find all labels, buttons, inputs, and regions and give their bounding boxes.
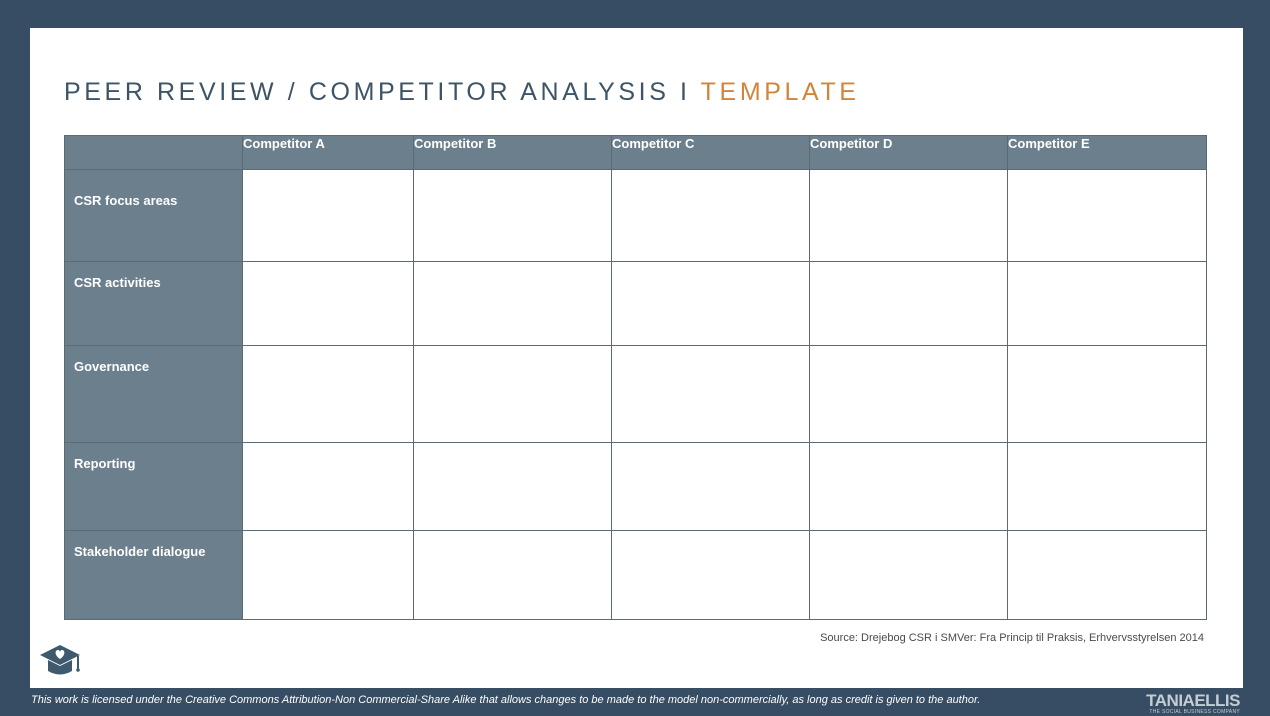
table-cell[interactable] bbox=[414, 531, 612, 620]
table-cell[interactable] bbox=[414, 443, 612, 531]
table-header-row bbox=[65, 136, 1207, 170]
row-header-governance: Governance bbox=[65, 346, 243, 443]
brand-tagline: THE SOCIAL BUSINESS COMPANY bbox=[1149, 709, 1240, 715]
table-cell[interactable] bbox=[243, 262, 414, 346]
competitor-table bbox=[64, 135, 1207, 620]
table-cell[interactable] bbox=[243, 531, 414, 620]
table-cell[interactable] bbox=[810, 262, 1008, 346]
table-row bbox=[65, 443, 1207, 531]
column-header-competitor-b: Competitor B bbox=[414, 136, 612, 170]
table-cell[interactable] bbox=[1008, 443, 1207, 531]
table-cell[interactable] bbox=[414, 170, 612, 262]
table-cell[interactable] bbox=[1008, 170, 1207, 262]
slide bbox=[30, 28, 1243, 688]
table-cell[interactable] bbox=[810, 170, 1008, 262]
brand-name: TANIAELLIS bbox=[1146, 691, 1240, 710]
row-header-csr-focus-areas: CSR focus areas bbox=[65, 170, 243, 262]
table-cell[interactable] bbox=[810, 346, 1008, 443]
table-cell[interactable] bbox=[810, 531, 1008, 620]
graduation-cap-heart-icon bbox=[38, 642, 82, 682]
table-cell[interactable] bbox=[612, 346, 810, 443]
table-cell[interactable] bbox=[243, 443, 414, 531]
column-header-competitor-d: Competitor D bbox=[810, 136, 1008, 170]
table-cell[interactable] bbox=[243, 346, 414, 443]
license-text: This work is licensed under the Creative Commons Attribution-Non Commercial-Share Alike that allows changes to be made to the model non-commercially, as long as credit is given to the author. bbox=[31, 694, 981, 706]
table-cell[interactable] bbox=[810, 443, 1008, 531]
column-header-competitor-a: Competitor A bbox=[243, 136, 414, 170]
table-row bbox=[65, 262, 1207, 346]
source-note: Source: Drejebog CSR i SMVer: Fra Princip til Praksis, Erhvervsstyrelsen 2014 bbox=[820, 632, 1204, 644]
row-header-reporting: Reporting bbox=[65, 443, 243, 531]
title-main: PEER REVIEW / COMPETITOR ANALYSIS I bbox=[64, 78, 701, 106]
table-cell[interactable] bbox=[612, 531, 810, 620]
table-cell[interactable] bbox=[1008, 531, 1207, 620]
table-cell[interactable] bbox=[1008, 346, 1207, 443]
title-accent: TEMPLATE bbox=[700, 78, 860, 106]
table-cell[interactable] bbox=[414, 346, 612, 443]
page-title bbox=[64, 78, 860, 107]
column-header-competitor-e: Competitor E bbox=[1008, 136, 1207, 170]
table-corner-cell bbox=[65, 136, 243, 170]
table-row bbox=[65, 531, 1207, 620]
table-cell[interactable] bbox=[243, 170, 414, 262]
table-row bbox=[65, 170, 1207, 262]
table-cell[interactable] bbox=[414, 262, 612, 346]
column-header-competitor-c: Competitor C bbox=[612, 136, 810, 170]
row-header-stakeholder-dialogue: Stakeholder dialogue bbox=[65, 531, 243, 620]
table-cell[interactable] bbox=[612, 443, 810, 531]
table-cell[interactable] bbox=[1008, 262, 1207, 346]
table-cell[interactable] bbox=[612, 170, 810, 262]
table-row bbox=[65, 346, 1207, 443]
row-header-csr-activities: CSR activities bbox=[65, 262, 243, 346]
table-cell[interactable] bbox=[612, 262, 810, 346]
brand-logo bbox=[1146, 692, 1240, 715]
